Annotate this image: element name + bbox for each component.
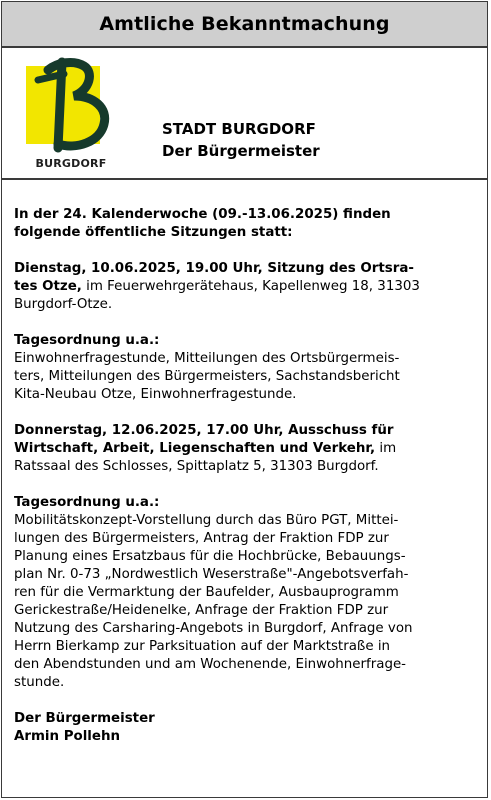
official-notice	[1, 1, 488, 798]
agenda-1-line: ters, Mitteilungen des Bürgermeisters, Sachstandsbericht	[14, 369, 400, 384]
notice-header	[2, 2, 487, 48]
meeting-1-bold-end: tes Otze,	[14, 279, 82, 294]
organization-block	[2, 48, 487, 180]
agenda-2-line: lungen des Bürgermeisters, Antrag der Fraktion FDP zur	[14, 531, 389, 546]
agenda-2-line: Nutzung des Carsharing-Angebots in Burgdorf, Anfrage von	[14, 621, 413, 636]
agenda-2-line: plan Nr. 0-73 „Nordwestlich Weserstraße"-Angebotsverfah-	[14, 567, 409, 582]
notice-title: Amtliche Bekanntmachung	[99, 13, 390, 35]
meeting-2	[14, 422, 478, 476]
signature-name: Armin Pollehn	[14, 729, 121, 744]
organization-office: Der Bürgermeister	[162, 142, 320, 160]
meeting-2-line: Donnerstag, 12.06.2025, 17.00 Uhr, Ausschuss für	[14, 423, 394, 438]
agenda-2	[14, 494, 478, 692]
meeting-1-line	[14, 278, 478, 296]
agenda-1-line: Kita-Neubau Otze, Einwohnerfragestunde.	[14, 387, 297, 402]
logo-graphic	[24, 56, 124, 156]
agenda-2-line: ren für die Vermarktung der Baufelder, Ausbauprogramm	[14, 585, 399, 600]
agenda-1-heading: Tagesordnung u.a.:	[14, 333, 160, 348]
notice-body	[14, 206, 478, 746]
agenda-1	[14, 332, 478, 404]
meeting-1-location: im Feuerwehrgerätehaus, Kapellenweg 18, 31303	[81, 279, 420, 294]
organization-name: STADT BURGDORF	[162, 120, 316, 138]
signature-title: Der Bürgermeister	[14, 711, 155, 726]
agenda-2-line: Planung eines Ersatzbaus für die Hochbrücke, Bebauungs-	[14, 549, 406, 564]
agenda-2-line: Mobilitätskonzept-Vorstellung durch das Büro PGT, Mittei-	[14, 513, 399, 528]
meeting-2-line	[14, 440, 478, 458]
signature	[14, 710, 478, 746]
agenda-2-line: stunde.	[14, 675, 65, 690]
meeting-1-line: Burgdorf-Otze.	[14, 297, 113, 312]
meeting-1	[14, 260, 478, 314]
agenda-1-line: Einwohnerfragestunde, Mitteilungen des Ortsbürgermeis-	[14, 351, 400, 366]
burgdorf-b-logo-icon	[24, 56, 124, 174]
intro-line: folgende öffentliche Sitzungen statt:	[14, 225, 293, 240]
intro-line: In der 24. Kalenderwoche (09.-13.06.2025) finden	[14, 207, 391, 222]
agenda-2-heading: Tagesordnung u.a.:	[14, 495, 160, 510]
agenda-2-line: den Abendstunden und am Wochenende, Einwohnerfrage-	[14, 657, 407, 672]
agenda-2-line: Gerickestraße/Heidenelke, Anfrage der Fraktion FDP zur	[14, 603, 389, 618]
meeting-2-line: Ratssaal des Schlosses, Spittaplatz 5, 31303 Burgdorf.	[14, 459, 379, 474]
meeting-1-line: Dienstag, 10.06.2025, 19.00 Uhr, Sitzung des Ortsra-	[14, 261, 414, 276]
meeting-2-suffix: im	[375, 441, 397, 456]
logo-text: BURGDORF	[35, 157, 107, 170]
agenda-2-line: Herrn Bierkamp zur Parksituation auf der Marktstraße in	[14, 639, 391, 654]
intro-paragraph	[14, 206, 478, 242]
meeting-2-bold-end: Wirtschaft, Arbeit, Liegenschaften und Verkehr,	[14, 441, 376, 456]
